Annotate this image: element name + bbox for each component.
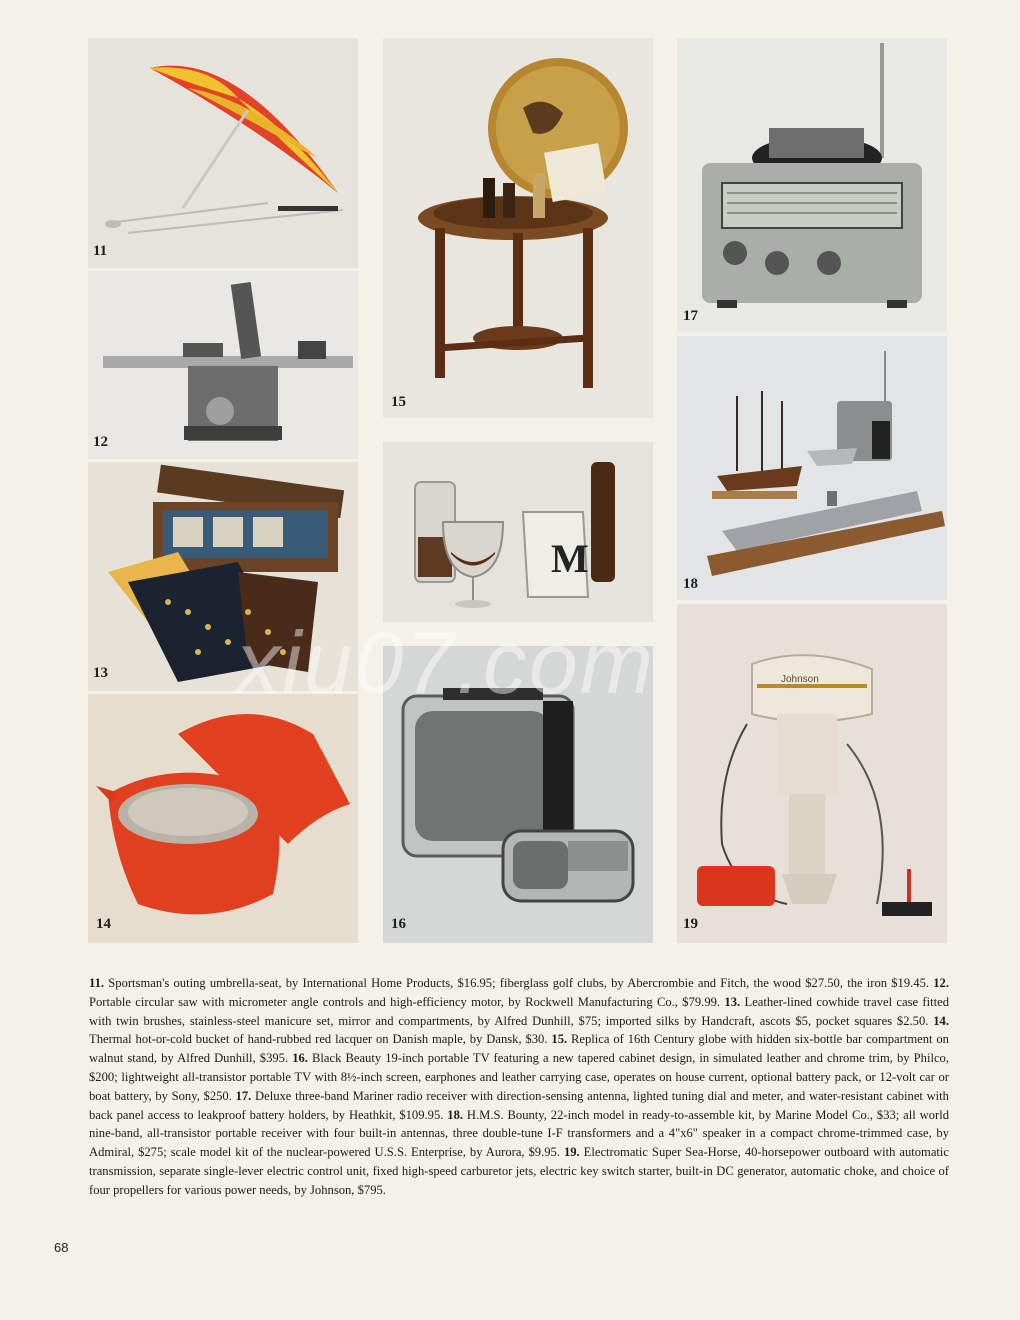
globe-bar-illustration	[383, 38, 653, 418]
caption-text: Portable circular saw with micrometer angle controls and high-efficiency motor, by Rockwell Manufacturing Co., $79.99.	[89, 994, 721, 1009]
watermark-text: xiu07.com	[236, 613, 656, 712]
outboard-motor-illustration	[677, 604, 947, 943]
photo-19-outboard-motor	[677, 604, 947, 943]
caption-number: 12.	[933, 976, 949, 990]
tv-illustration	[383, 646, 653, 943]
photo-number: 11	[93, 243, 108, 259]
bucket-illustration	[88, 694, 358, 943]
caption-text: Deluxe three-band Mariner radio receiver with direction-sensing antenna, lighted tuning dial and meter, and water-resistant cabinet with back panel access to leakproof battery holders, by Heathkit, $109.95.	[89, 1088, 949, 1122]
photo-number: 12	[93, 434, 108, 450]
caption-text: Replica of 16th Century globe with hidden six-bottle bar compartment on walnut stand, by Alfred Dunhill, $395.	[89, 1032, 949, 1066]
caption-text: Sportsman's outing umbrella-seat, by International Home Products, $16.95; fiberglass golf clubs, by Abercrombie and Fitch, the wood $27.50, the iron $19.45.	[108, 976, 930, 990]
photo-12-circular-saw	[88, 271, 358, 459]
caption-number: 15.	[551, 1032, 568, 1047]
svg-text:Johnson: Johnson	[781, 674, 819, 685]
caption-number: 11.	[89, 976, 105, 990]
photo-bar-glassware	[383, 442, 653, 622]
caption-number: 18.	[447, 1107, 464, 1122]
photo-14-thermal-bucket	[88, 694, 358, 943]
photo-number: 18	[683, 576, 698, 592]
photo-number: 13	[93, 665, 108, 681]
page-number: 68	[54, 1240, 69, 1255]
saw-illustration	[88, 271, 358, 459]
caption-text: Leather-lined cowhide travel case fitted with twin brushes, stainless-steel manicure set, mirror and compartments, by Alfred Dunhill, $75; imported silks by Handcraft, ascots $5, pocket squares $2.50.	[89, 994, 949, 1028]
travel-case-illustration	[88, 462, 358, 691]
captions-block	[89, 974, 949, 1200]
photo-11-umbrella-seat	[88, 38, 358, 268]
caption-text: Black Beauty 19-inch portable TV featuring a new tapered cabinet design, in simulated leather and chrome trim, by Philco, $200; lightweight all-transistor portable TV with 8½-inch screen, earphones and leather carrying case, operates on house current, optional battery pack, or 12-volt car or boat battery, by Sony, $250.	[89, 1051, 949, 1103]
caption-number: 13.	[724, 994, 741, 1009]
ship-models-illustration	[677, 336, 947, 600]
photo-number: 15	[391, 394, 406, 410]
photo-number: 16	[391, 916, 406, 932]
caption-number: 17.	[235, 1088, 252, 1103]
photo-16-portable-tv	[383, 646, 653, 943]
caption-number: 16.	[292, 1051, 308, 1066]
caption-text: Electromatic Super Sea-Horse, 40-horsepower outboard with automatic transmission, separate single-lever electric control unit, fixed high-speed carburetor jets, electric key switch starter, built-in DC generator, automatic choke, and choice of four propellers for various power needs, by Johnson, $795.	[89, 1145, 950, 1197]
photo-17-radio-receiver	[677, 38, 947, 332]
umbrella-illustration	[88, 38, 358, 268]
glassware-illustration	[383, 442, 653, 622]
radio-illustration	[677, 38, 947, 332]
caption-text: H.M.S. Bounty, 22-inch model in ready-to-assemble kit, by Marine Model Co., $33; all world nine-band, all-transistor portable receiver with four built-in antennas, three double-tune I-F transformers and a 4"x6" speaker in a compact chrome-trimmed case, by Admiral, $275; scale model kit of the nuclear-powered U.S.S. Enterprise, by Aurora, $9.95.	[89, 1107, 949, 1160]
caption-number: 14.	[933, 1013, 949, 1028]
photo-18-ship-models	[677, 336, 947, 600]
photo-13-travel-case	[88, 462, 358, 691]
photo-15-globe-bar	[383, 38, 653, 418]
photo-number: 17	[683, 308, 698, 324]
caption-number: 19.	[563, 1145, 580, 1160]
svg-text:M: M	[551, 536, 589, 581]
caption-text: Thermal hot-or-cold bucket of hand-rubbed red lacquer on Danish maple, by Dansk, $30.	[89, 1032, 548, 1047]
photo-number: 14	[96, 916, 111, 932]
photo-number: 19	[683, 916, 698, 932]
